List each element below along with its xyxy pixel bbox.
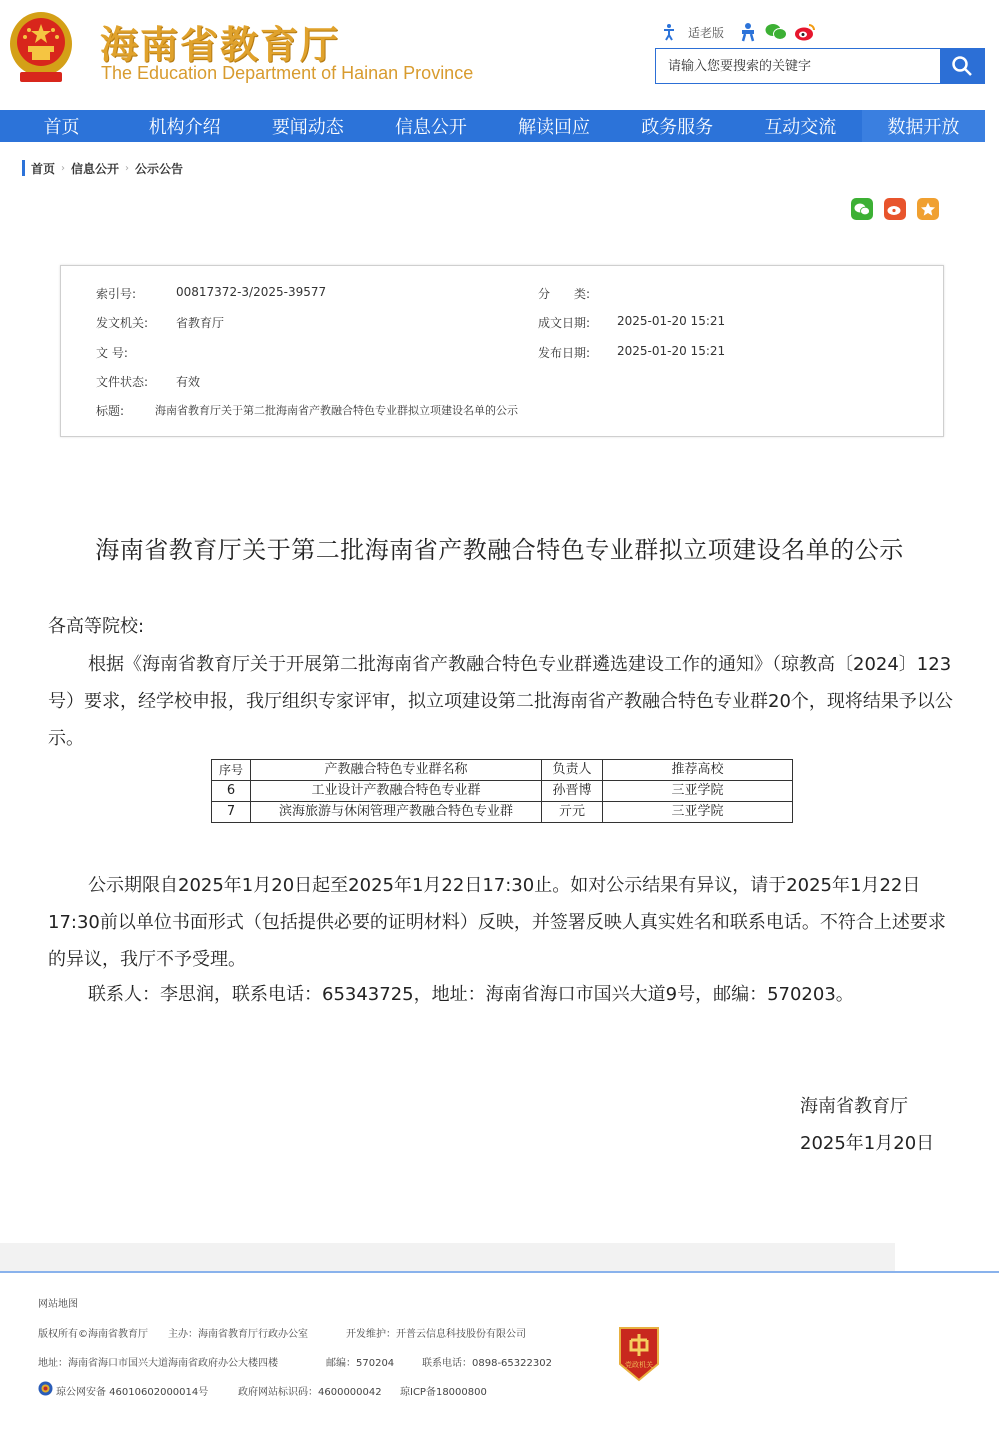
nav-item-interaction[interactable]: 互动交流	[764, 117, 837, 138]
signature-date: 2025年1月20日	[800, 1133, 935, 1154]
footer-phone: 联系电话：0898-65322302	[422, 1358, 552, 1369]
published-date-label: 发布日期:	[538, 346, 591, 360]
footer-divider	[0, 1271, 999, 1273]
footer-band	[0, 1243, 895, 1271]
index-label: 索引号:	[96, 287, 137, 301]
share-wechat-icon[interactable]	[851, 198, 873, 220]
project-list-table	[211, 759, 793, 823]
police-badge-icon	[38, 1381, 53, 1396]
table-cell: 三亚学院	[603, 781, 793, 802]
nav-item-open-data[interactable]: 数据开放	[862, 110, 985, 142]
table-header-cell: 推荐高校	[603, 760, 793, 781]
main-nav	[0, 110, 985, 142]
table-cell: 工业设计产教融合特色专业群	[251, 781, 542, 802]
title-value: 海南省教育厅关于第二批海南省产教融合特色专业群拟立项建设名单的公示	[155, 404, 518, 417]
elder-mode-link[interactable]	[660, 22, 724, 42]
index-value: 00817372-3/2025-39577	[176, 285, 327, 299]
badge-text: 党政机关	[625, 1361, 653, 1369]
nav-item-info-disclosure[interactable]: 信息公开	[394, 117, 467, 138]
gov-site-id: 政府网站标识码：4600000042	[238, 1387, 382, 1398]
site-subtitle: The Education Department of Hainan Province	[101, 63, 474, 83]
breadcrumb-separator-icon: ›	[125, 162, 130, 174]
table-cell: 6	[212, 781, 251, 802]
category-label: 分 类:	[538, 287, 591, 301]
party-gov-badge-icon	[616, 1324, 662, 1382]
wechat-icon[interactable]	[765, 22, 787, 42]
table-cell: 孙晋博	[542, 781, 603, 802]
breadcrumb	[22, 160, 183, 176]
table-cell: 三亚学院	[603, 802, 793, 823]
title-label: 标题:	[96, 404, 125, 418]
status-value: 有效	[176, 375, 201, 389]
table-header-cell: 负责人	[542, 760, 603, 781]
table-cell: 亓元	[542, 802, 603, 823]
table-cell: 滨海旅游与休闲管理产教融合特色专业群	[251, 802, 542, 823]
nav-item-interpretation[interactable]: 解读回应	[518, 117, 591, 138]
national-emblem-icon	[8, 10, 74, 86]
favorite-star-icon[interactable]	[917, 198, 939, 220]
issuer-value: 省教育厅	[176, 316, 225, 330]
signature-organization: 海南省教育厅	[800, 1096, 908, 1117]
accessibility-person-icon[interactable]	[738, 22, 758, 42]
table-header-cell: 产教融合特色专业群名称	[251, 760, 542, 781]
nav-item-news[interactable]: 要闻动态	[271, 117, 344, 138]
search-bar	[655, 48, 985, 84]
footer-host: 主办：海南省教育厅行政办公室	[168, 1329, 308, 1340]
document-number-label: 文 号:	[96, 346, 128, 360]
footer-address: 地址：海南省海口市国兴大道海南省政府办公大楼四楼	[38, 1358, 278, 1369]
police-record-link[interactable]: 琼公网安备 46010602000014号	[56, 1387, 209, 1398]
breadcrumb-separator-icon: ›	[61, 162, 66, 174]
footer-developer: 开发维护：开普云信息科技股份有限公司	[346, 1329, 526, 1340]
salutation: 各高等院校:	[48, 616, 145, 637]
footer-copyright: 版权所有©海南省教育厅	[38, 1329, 148, 1340]
issuer-label: 发文机关:	[96, 316, 149, 330]
nav-item-about[interactable]: 机构介绍	[148, 117, 221, 138]
search-button[interactable]	[940, 49, 984, 83]
accessibility-icon	[660, 23, 678, 41]
table-header-cell: 序号	[212, 760, 251, 781]
footer-zip: 邮编：570204	[326, 1358, 395, 1369]
created-date-value: 2025-01-20 15:21	[617, 314, 726, 328]
party-gov-badge[interactable]	[616, 1324, 662, 1382]
breadcrumb-home[interactable]: 首页	[31, 161, 56, 176]
contact-paragraph: 联系人：李思润，联系电话：65343725，地址：海南省海口市国兴大道9号，邮编：570203。	[88, 984, 854, 1005]
created-date-label: 成文日期:	[538, 316, 591, 330]
search-input[interactable]	[656, 49, 940, 83]
table-row	[212, 781, 793, 802]
site-title[interactable]: 海南省教育厅	[100, 22, 341, 67]
table-header-row	[212, 760, 793, 781]
sitemap-link[interactable]: 网站地图	[38, 1299, 78, 1310]
weibo-icon[interactable]	[794, 22, 816, 42]
icp-record-link[interactable]: 琼ICP备18000800	[400, 1387, 487, 1398]
published-date-value: 2025-01-20 15:21	[617, 344, 726, 358]
breadcrumb-notices[interactable]: 公示公告	[135, 161, 184, 176]
status-label: 文件状态:	[96, 375, 149, 389]
table-cell: 7	[212, 802, 251, 823]
nav-item-services[interactable]: 政务服务	[641, 117, 714, 138]
body-paragraph-2: 公示期限自2025年1月20日起至2025年1月22日17:30止。如对公示结果有异议，请于2025年1月22日17:30前以单位书面形式（包括提供必要的证明材料）反映，并签署反映人真实姓名和联系电话。不符合上述要求的异议，我厅不予受理。	[48, 875, 946, 970]
article-title: 海南省教育厅关于第二批海南省产教融合特色专业群拟立项建设名单的公示	[95, 536, 904, 564]
body-paragraph-1: 根据《海南省教育厅关于开展第二批海南省产教融合特色专业群遴选建设工作的通知》（琼教高〔2024〕123号）要求，经学校申报，我厅组织专家评审，拟立项建设第二批海南省产教融合特色专业群20个，现将结果予以公示。	[48, 654, 953, 749]
share-weibo-icon[interactable]	[884, 198, 906, 220]
breadcrumb-info[interactable]: 信息公开	[71, 161, 120, 176]
search-icon	[951, 55, 973, 77]
table-row	[212, 802, 793, 823]
elder-mode-label: 适老版	[688, 25, 725, 40]
nav-item-home[interactable]: 首页	[43, 117, 80, 138]
